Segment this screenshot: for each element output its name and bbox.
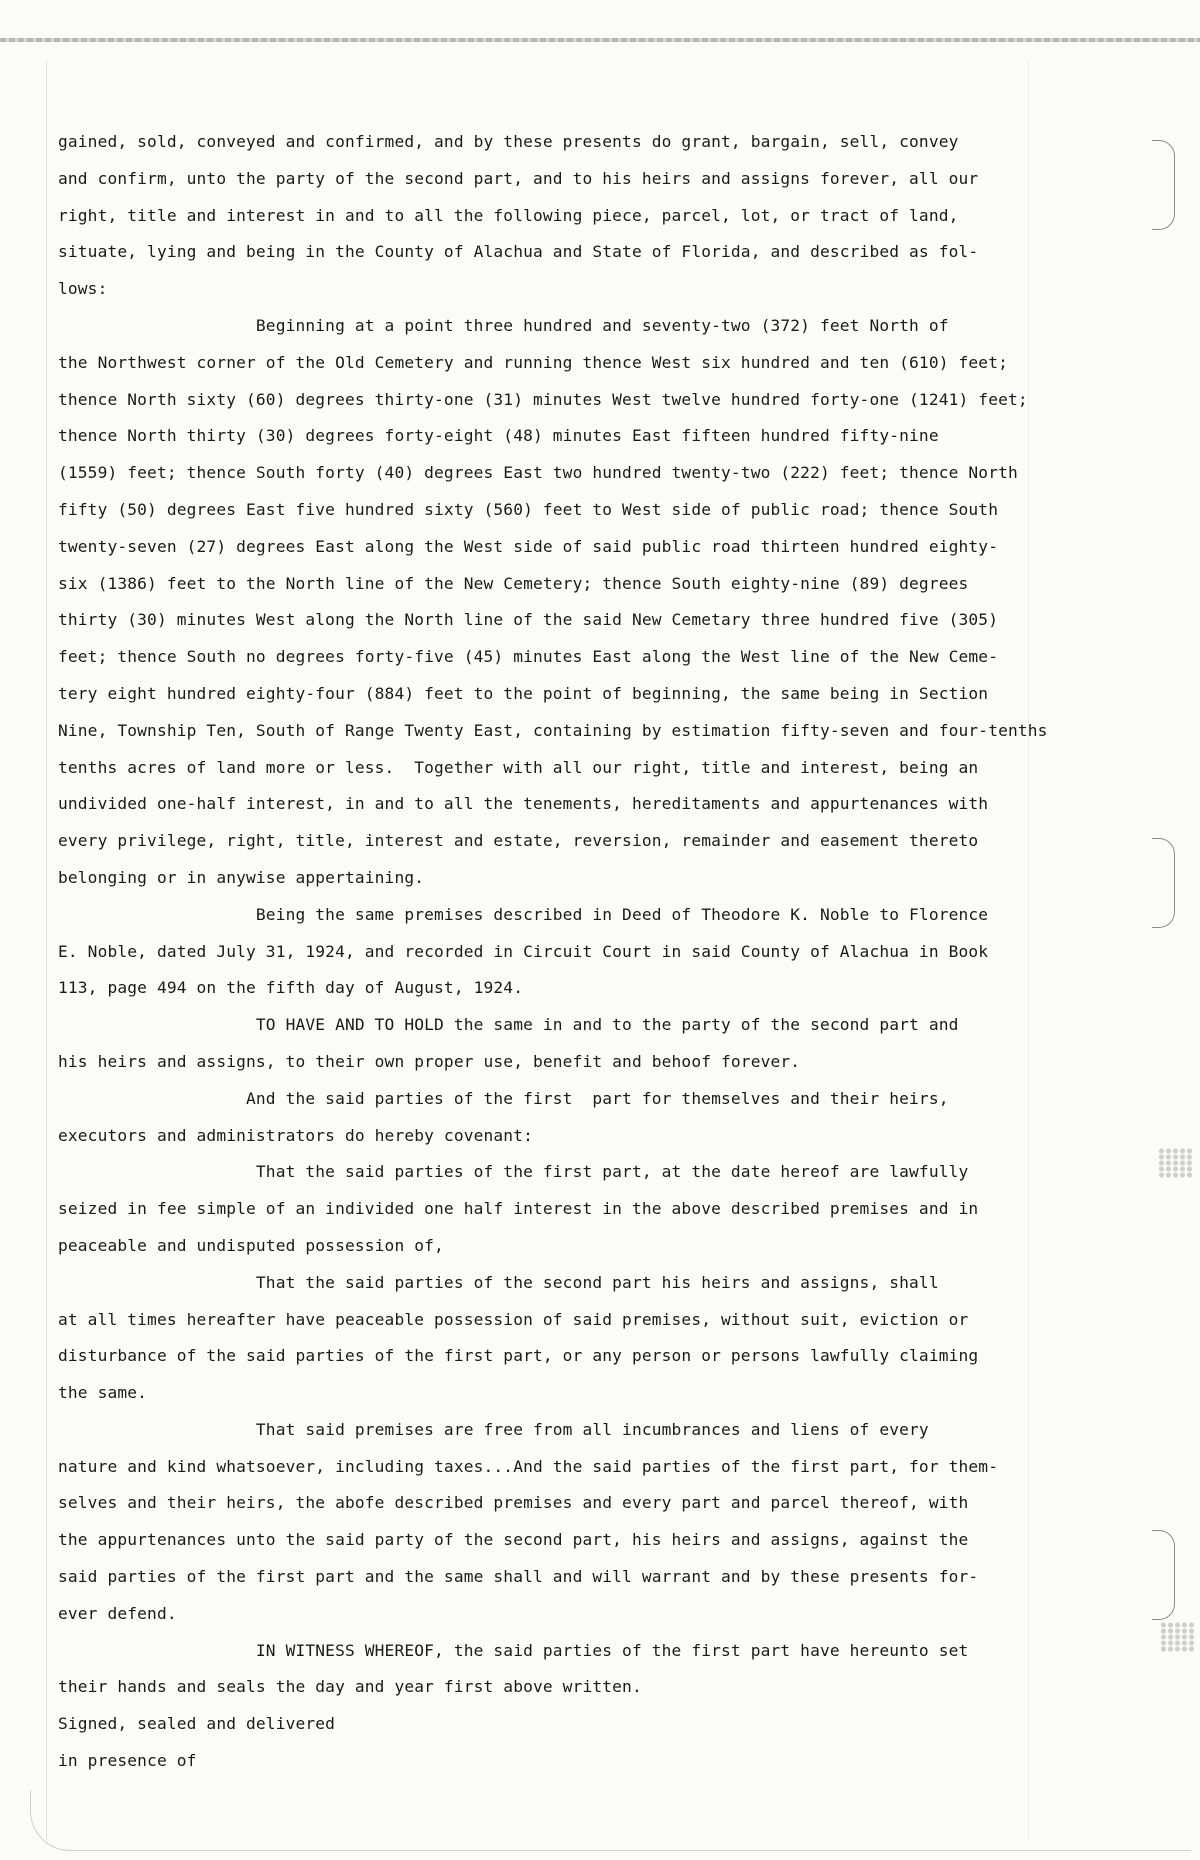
deed-body-text bbox=[58, 124, 1048, 1780]
text-line: the appurtenances unto the said party of the second part, his heirs and assigns, against the bbox=[58, 1530, 969, 1550]
text-line: executors and administrators do hereby covenant: bbox=[58, 1125, 533, 1145]
binder-punch-hole bbox=[1152, 838, 1175, 928]
binder-punch-hole bbox=[1152, 140, 1175, 230]
text-line: the Northwest corner of the Old Cemetery and running thence West six hundred and ten (610) feet; bbox=[58, 352, 1008, 372]
page-fold-edge bbox=[30, 1790, 1191, 1851]
text-line: at all times hereafter have peaceable possession of said premises, without suit, eviction or bbox=[58, 1309, 969, 1329]
text-line: E. Noble, dated July 31, 1924, and recorded in Circuit Court in said County of Alachua in Book bbox=[58, 941, 989, 961]
text-line: peaceable and undisputed possession of, bbox=[58, 1235, 444, 1255]
text-line: every privilege, right, title, interest and estate, reversion, remainder and easement thereto bbox=[58, 831, 979, 851]
text-line: And the said parties of the first part for themselves and their heirs, bbox=[58, 1088, 949, 1108]
text-line: said parties of the first part and the same shall and will warrant and by these presents for- bbox=[58, 1567, 979, 1587]
text-line: the same. bbox=[58, 1383, 148, 1403]
text-line: thirty (30) minutes West along the North line of the said New Cemetary three hundred five (305) bbox=[58, 610, 999, 630]
text-line: selves and their heirs, the abofe described premises and every part and parcel thereof, with bbox=[58, 1493, 969, 1513]
text-line: six (1386) feet to the North line of the New Cemetery; thence South eighty-nine (89) degrees bbox=[58, 573, 969, 593]
text-line: fifty (50) degrees East five hundred sixty (560) feet to West side of public road; thence South bbox=[58, 499, 999, 519]
text-line: gained, sold, conveyed and confirmed, and by these presents do grant, bargain, sell, convey bbox=[58, 132, 959, 151]
text-line: TO HAVE AND TO HOLD the same in and to the party of the second part and bbox=[58, 1015, 959, 1035]
text-line: situate, lying and being in the County of Alachua and State of Florida, and described as fol- bbox=[58, 242, 979, 262]
paper-speckle bbox=[1158, 1148, 1192, 1178]
text-line: lows: bbox=[58, 279, 108, 299]
text-line: undivided one-half interest, in and to all the tenements, hereditaments and appurtenances with bbox=[58, 794, 989, 814]
left-margin-line bbox=[46, 60, 47, 1840]
text-line: tenths acres of land more or less. Together with all our right, title and interest, being an bbox=[58, 757, 979, 777]
text-line: thence North sixty (60) degrees thirty-one (31) minutes West twelve hundred forty-one (1241) feet; bbox=[58, 389, 1028, 409]
text-line: IN WITNESS WHEREOF, the said parties of the first part have hereunto set bbox=[58, 1640, 969, 1660]
text-line: right, title and interest in and to all the following piece, parcel, lot, or tract of land, bbox=[58, 205, 959, 225]
text-line: That the said parties of the first part, at the date hereof are lawfully bbox=[58, 1162, 969, 1182]
text-line: 113, page 494 on the fifth day of August, 1924. bbox=[58, 978, 524, 998]
text-line: his heirs and assigns, to their own proper use, benefit and behoof forever. bbox=[58, 1051, 801, 1071]
text-line: feet; thence South no degrees forty-five (45) minutes East along the West line of the New Ceme- bbox=[58, 647, 999, 667]
text-line: seized in fee simple of an individed one half interest in the above described premises and in bbox=[58, 1199, 979, 1219]
text-line: That the said parties of the second part his heirs and assigns, shall bbox=[58, 1272, 939, 1292]
text-line: and confirm, unto the party of the second part, and to his heirs and assigns forever, all our bbox=[58, 168, 979, 188]
text-line: belonging or in anywise appertaining. bbox=[58, 867, 425, 887]
binder-punch-hole bbox=[1152, 1530, 1175, 1620]
text-line: Nine, Township Ten, South of Range Twenty East, containing by estimation fifty-seven and four-tenths bbox=[58, 720, 1048, 740]
text-line: in presence of bbox=[58, 1751, 197, 1771]
text-line: ever defend. bbox=[58, 1603, 177, 1623]
text-line: disturbance of the said parties of the first part, or any person or persons lawfully claiming bbox=[58, 1346, 979, 1366]
text-line: their hands and seals the day and year first above written. bbox=[58, 1677, 642, 1697]
text-line: (1559) feet; thence South forty (40) degrees East two hundred twenty-two (222) feet; thence North bbox=[58, 463, 1018, 483]
page-top-rule bbox=[0, 38, 1200, 42]
text-line: thence North thirty (30) degrees forty-eight (48) minutes East fifteen hundred fifty-nine bbox=[58, 426, 939, 446]
text-line: tery eight hundred eighty-four (884) feet to the point of beginning, the same being in Section bbox=[58, 683, 989, 703]
text-line: nature and kind whatsoever, including taxes...And the said parties of the first part, for them- bbox=[58, 1456, 999, 1476]
text-line: Being the same premises described in Deed of Theodore K. Noble to Florence bbox=[58, 904, 989, 924]
text-line: Signed, sealed and delivered bbox=[58, 1714, 336, 1734]
text-line: Beginning at a point three hundred and seventy-two (372) feet North of bbox=[58, 315, 949, 335]
text-line: That said premises are free from all incumbrances and liens of every bbox=[58, 1419, 929, 1439]
paper-speckle bbox=[1160, 1622, 1194, 1652]
text-line: twenty-seven (27) degrees East along the West side of said public road thirteen hundred eighty- bbox=[58, 536, 999, 556]
